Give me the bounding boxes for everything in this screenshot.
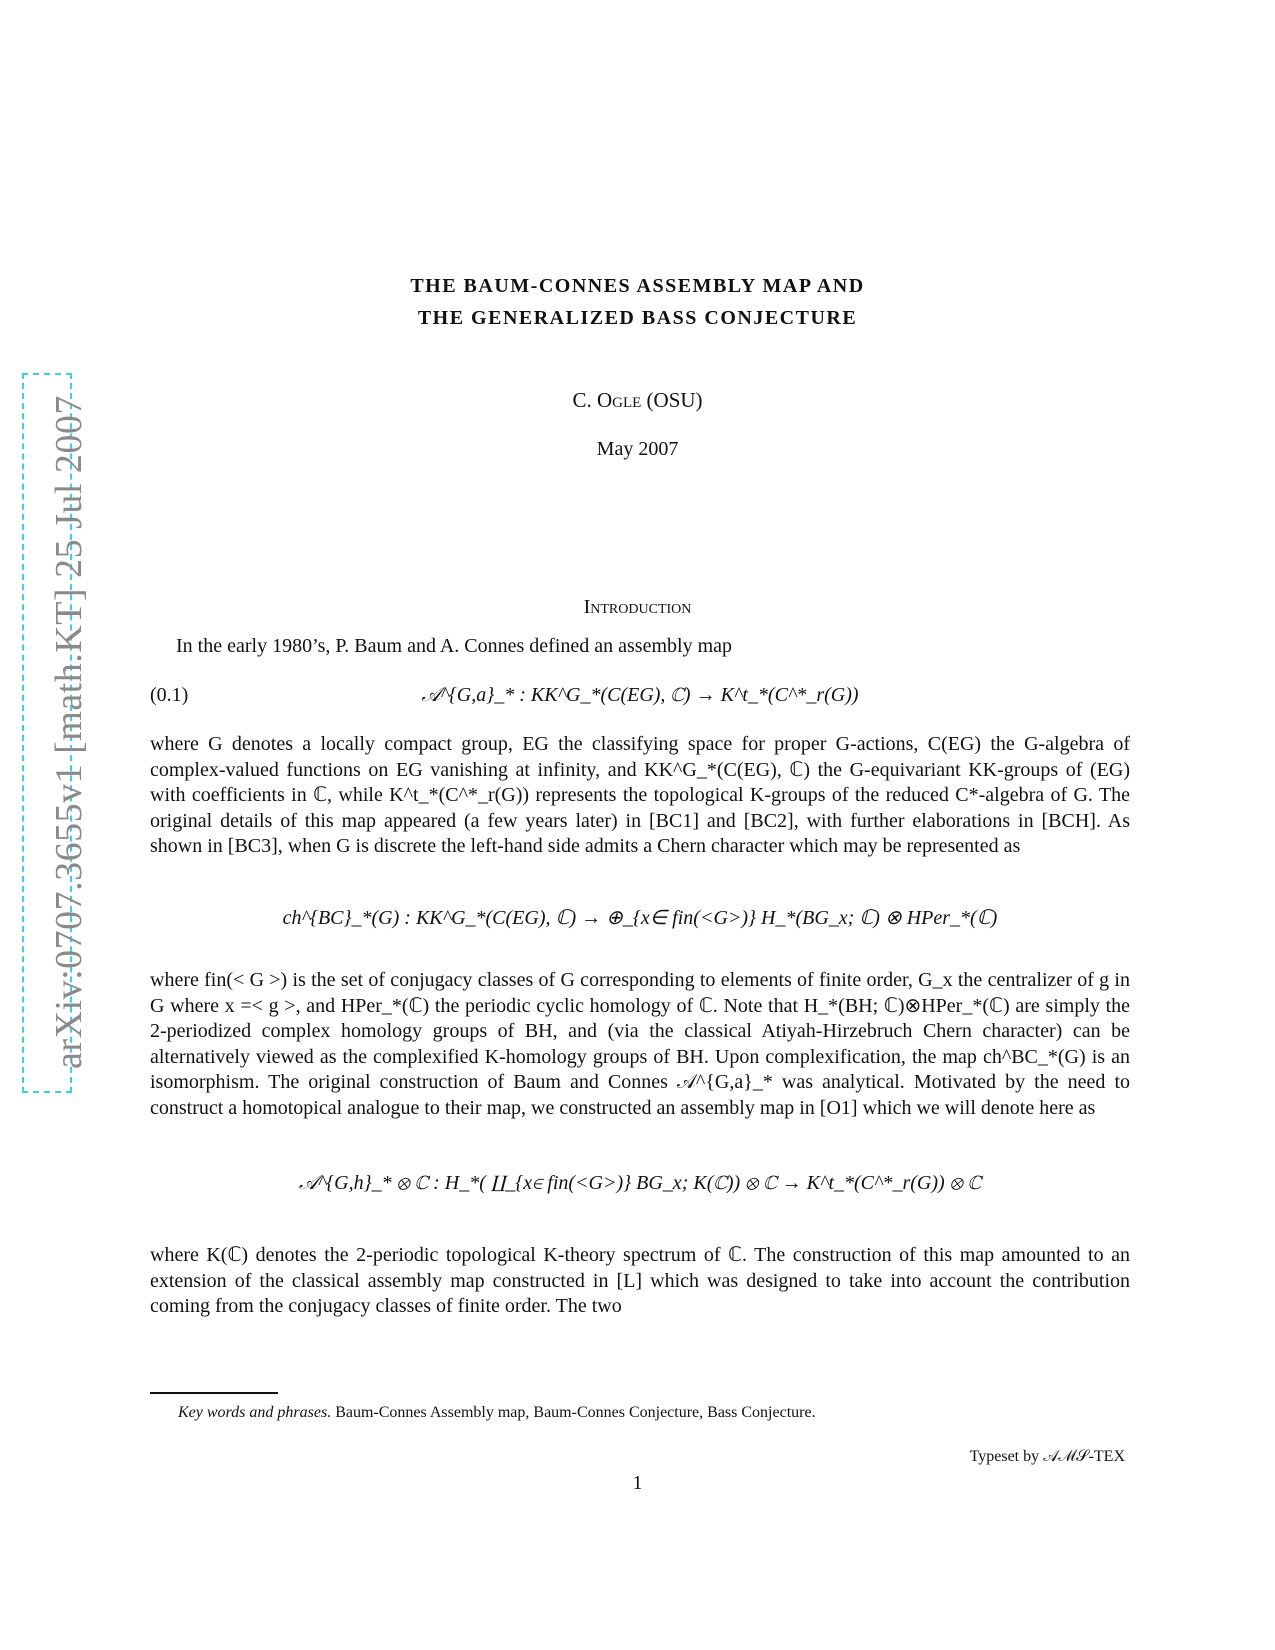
footnote-rule [150, 1392, 278, 1394]
paragraph-2: where G denotes a locally compact group, EG the classifying space for proper G-actions, C(EG) the G-algebra of complex-valued functions on EG vanishing at infinity, and KK^G_*(C(EG), ℂ) the G-equivariant KK-groups of (EG) with coefficients in ℂ, while K^t_*(C^*_r(G)) represents the topological K-groups of the reduced C*-algebra of G. The original details of this map appeared (a few years later) in [BC1] and [BC2], with further elaborations in [BCH]. As shown in [BC3], when G is discrete the left-hand side admits a Chern character which may be represented as [150, 733, 1130, 857]
arxiv-stamp: arXiv:0707.3655v1 [math.KT] 25 Jul 2007 [48, 395, 90, 1069]
author: C. Ogle (OSU) [572, 388, 703, 412]
equation-homotopical-assembly-map: 𝒜^{G,h}_* ⊗ ℂ : H_*( ∐_{x∈ fin(<G>)} BG_x; K(ℂ)) ⊗ ℂ → K^t_*(C^*_r(G)) ⊗ ℂ [298, 1172, 982, 1194]
footnote-label: Key words and phrases. [178, 1404, 332, 1421]
equation-chern-character: ch^{BC}_*(G) : KK^G_*(C(EG), ℂ) → ⊕_{x∈ fin(<G>)} H_*(BG_x; ℂ) ⊗ HPer_*(ℂ) [282, 907, 998, 929]
paragraph-4: where K(ℂ) denotes the 2-periodic topological K-theory spectrum of ℂ. The construction of this map amounted to an extension of the classical assembly map constructed in [L] which was designed to take into account the contribution coming from the conjugacy classes of finite order. The two [150, 1244, 1130, 1317]
paragraph-1: In the early 1980’s, P. Baum and A. Connes defined an assembly map [176, 635, 733, 657]
equation-number: (0.1) [150, 684, 189, 706]
paragraph-3: where fin(< G >) is the set of conjugacy classes of G corresponding to elements of finite order, G_x the centralizer of g in G where x =< g >, and HPer_*(ℂ) the periodic cyclic homology of ℂ. Note that H_*(BH; ℂ)⊗HPer_*(ℂ) are simply the 2-periodized complex homology groups of BH, and (via the classical Atiyah-Hirzebruch Chern character) can be alternatively viewed as the complexified K-homology groups of BH. Upon complexification, the map ch^BC_*(G) is an isomorphism. The original construction of Baum and Connes 𝒜^{G,a}_* was analytical. Motivated by the need to construct a homotopical analogue to their map, we constructed an assembly map in [O1] which we will denote here as [150, 969, 1130, 1119]
title-line-1: THE BAUM-CONNES ASSEMBLY MAP AND [410, 275, 865, 297]
footnote [178, 1404, 1138, 1422]
title-line-2: THE GENERALIZED BASS CONJECTURE [417, 307, 858, 329]
section-heading: Introduction [583, 596, 692, 618]
typeset-credit: Typeset by 𝒜ℳ𝒮-TEX [969, 1448, 1125, 1465]
footnote-text: Baum-Connes Assembly map, Baum-Connes Conjecture, Bass Conjecture. [335, 1404, 816, 1421]
date: May 2007 [596, 438, 679, 460]
paper-title [0, 270, 1275, 334]
page-number: 1 [632, 1472, 643, 1494]
equation-assembly-map: 𝒜^{G,a}_* : KK^G_*(C(EG), ℂ) → K^t_*(C^*_r(G)) [421, 684, 859, 706]
